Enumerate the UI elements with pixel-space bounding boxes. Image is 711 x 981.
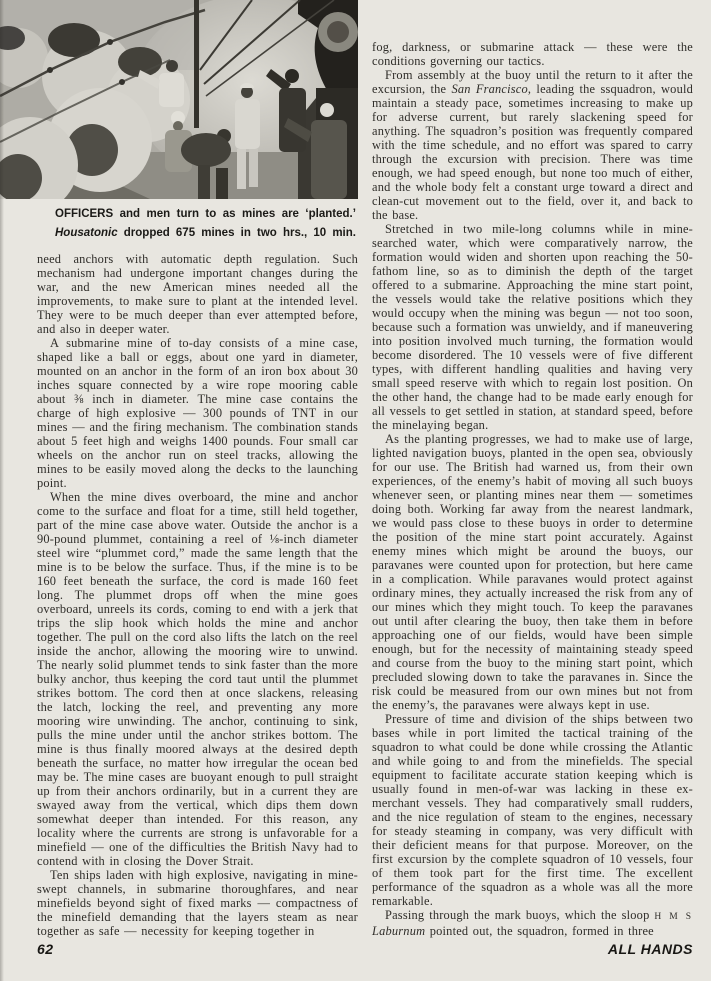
body-paragraph: When the mine dives overboard, the mine and anchor come to the surface and float for a time, still held together, part of the mine case above water. Outside the anchor is a 90-pound plummet, containing a reel of ⅛-inch diameter steel wire “plummet cord,” made the same length that the mine is to be below the surface. Thus, if the mine is to be 160 feet beneath the surface, the cord is made 160 feet long. The plummet drops off when the mine goes overboard, unreels its cords, coming to end with a jerk that trips the slip hook which holds the mine and anchor together. The pull on the cord also lifts the latch on the reel inside the anchor, allowing the mooring wire to unwind. The nearly solid plummet tends to sink faster than the more bulky anchor, thus keeping the cord taut until the plummet strikes bottom. The cord then at once slackens, releasing the latch, locking the reel, and preventing any more mooring wire unwinding. The anchor, continuing to sink, pulls the mine under until the anchor strikes bottom. The mine is thus finally moored always at the desired depth beneath the surface, no matter how irregular the ocean bed may be. The mine cases are buoyant enough to pull straight up from their anchors ordinarily, but in a current they are swayed away from the vertical, which dips them down somewhat deeper than intended. For this reason, any locality where the currents are strong is unfavorable for a minefield — one of the difficulties the British Navy had to contend with in closing the Dover Strait. <box>37 490 358 868</box>
body-paragraph: From assembly at the buoy until the return to it after the excursion, the San Francisco, leading the ssquadron, would maintain a steady pace, sometimes increasing to make up for adverse current, but rarely slackening speed for anything. The squadron’s position was frequently compared with the time schedule, and no effort was spared to carry through the excursion with precision. There was time enough, we had speed enough, but none too much of either, and the whole body felt a constant urge toward a direct and clean-cut movement out to the field, over it, and back to the base. <box>372 68 693 222</box>
body-paragraph: Passing through the mark buoys, which the sloop H M S Laburnum pointed out, the squadron, formed in three <box>372 908 693 938</box>
caption-line-2: Housatonic dropped 675 mines in two hrs., 10 min. <box>55 227 356 239</box>
left-column <box>37 252 358 938</box>
right-column <box>372 40 693 938</box>
body-paragraph: need anchors with automatic depth regulation. Such mechanism had undergone important changes during the war, and the new American mines needed all the improvements, to make sure to plant at the intended level. They were to be much deeper than ever attempted before, and also in deeper water. <box>37 252 358 336</box>
page-footer <box>37 941 693 957</box>
rope-knob <box>107 39 113 45</box>
deck-photo-graphic <box>0 0 358 199</box>
mast <box>194 0 199 128</box>
photo-mines-deck <box>0 0 358 199</box>
photo-caption <box>55 205 356 243</box>
winch-hub <box>327 21 349 43</box>
rope-knob <box>119 79 125 85</box>
body-paragraph: Ten ships laden with high explosive, navigating in mine-swept channels, in submarine thoroughfares, and near minefields beyond sight of fixed marks — compactness of the minefield demanding that the layers steam as near together as safe — necessity for keeping together in <box>37 868 358 938</box>
rope-knob <box>47 67 53 73</box>
caption-line-1: OFFICERS and men turn to as mines are ‘planted.’ <box>55 208 356 220</box>
body-paragraph: Pressure of time and division of the ships between two bases while in port limited the tactical training of the squadron to what could be done while crossing the Atlantic and while going to and from the minefields. The special equipment to facilitate accurate station keeping which is usually found in men-of-war was lacking in these ex-merchant vessels. They had comparatively small rudders, and the nice regulation of steam to the engines, necessary for steady steaming in company, was very difficult with their deficient means for that purpose. Moreover, on the first excursion by the complete squadron of 10 vessels, four of them took part for the first time. The excellent performance of the squadron as a whole was all the more remarkable. <box>372 712 693 908</box>
body-paragraph: A submarine mine of to-day consists of a mine case, shaped like a ball or eggs, about one yard in diameter, mounted on an anchor in the form of an iron box about 30 inches square connected by a wire rope mooring cable about ⅜ inch in diameter. The mine case contains the charge of high explosive — 300 pounds of TNT in our mines — and the firing mechanism. The combination stands about 5 feet high and weighs 1400 pounds. Four small car wheels on the anchor run on steel tracks, allowing the mines to be easily moved along the decks to the launching point. <box>37 336 358 490</box>
body-paragraph: fog, darkness, or submarine attack — these were the conditions governing our tactics. <box>372 40 693 68</box>
mine-horn <box>48 23 100 57</box>
magazine-title: ALL HANDS <box>607 941 693 957</box>
body-paragraph: As the planting progresses, we had to make use of large, lighted navigation buoys, planted in the open sea, obviously for our use. The British had warned us, from their own experiences, of the enemy’s habit of moving all such buoys whenever seen, or planting mines near them — sometimes doing both. Working far away from the nearest landmark, we would pass close to these buoys in order to determine the position of the mine start point accurately. Against enemy mines which might be around the buoys, our paravanes were counted upon for protection, but here came in a complication. While paravanes would protect against ordinary mines, they actually increased the risk from any of our mines which they might touch. To keep the paravanes out until after clearing the buoy, then take them in before approaching one of our fields, would have been simple enough, but for the necessity of maintaining steady speed and course from the buoy to the mining start point, which precluded slowing down to take the paravanes in. Since the risk could be measured from our own mines but not from the enemy’s, the paravanes were always kept in use. <box>372 432 693 712</box>
page-number: 62 <box>37 941 54 957</box>
body-paragraph: Stretched in two mile-long columns while in mine-searched water, which were comparatively narrow, the formation would widen and shorten upon reaching the 50-fathom line, so as to diminish the depth of the target offered to a submarine. Approaching the mine start point, the vessels would take the relative positions which they would occupy when the mining was begun — not too soon, because such a formation was unwieldy, and if maneuvering into position involved much turning, the formation would become disordered. The 10 vessels were of five different types, with different handling qualities and having very small speed reserve with which to regain lost position. On the other hand, the change had to be made early enough for all vessels to get settled in station, at standard speed, before the minelaying began. <box>372 222 693 432</box>
